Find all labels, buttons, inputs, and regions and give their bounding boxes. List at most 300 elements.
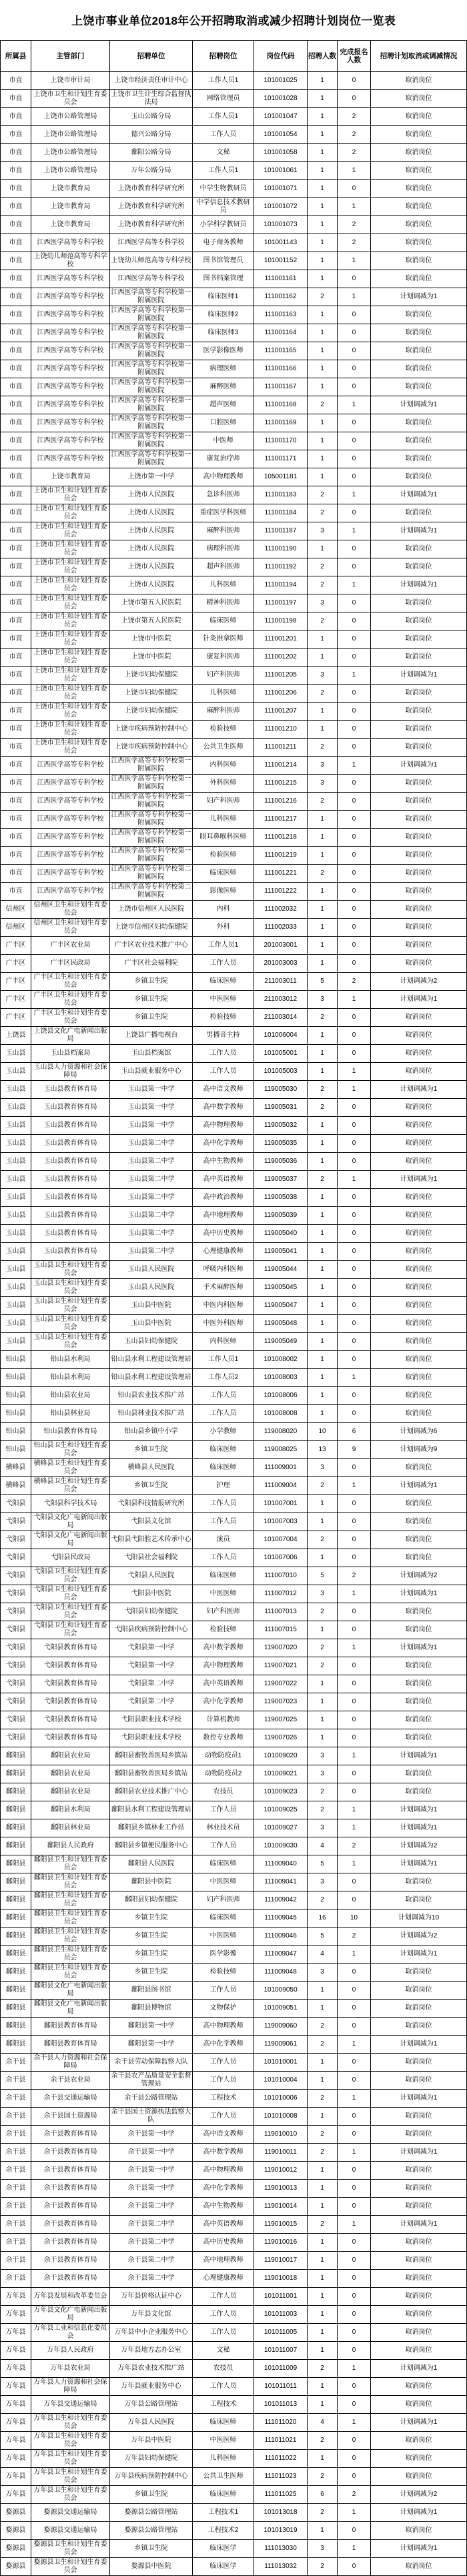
adjustment-status-cell xyxy=(371,757,467,775)
unit-cell-text: 江西医学高等专科学校第一附属医院 xyxy=(111,775,191,791)
applicant-count-cell-text: 1 xyxy=(352,2148,356,2156)
county-cell-text: 市直 xyxy=(9,131,23,138)
county-cell xyxy=(1,630,31,649)
county-cell-text: 鄱阳县 xyxy=(5,2040,26,2048)
adjustment-status-cell-text: 取消岗位 xyxy=(405,689,432,697)
table-row xyxy=(1,973,467,991)
unit-cell xyxy=(110,72,193,90)
adjustment-status-cell xyxy=(371,2522,467,2540)
table-row xyxy=(1,1837,467,1855)
planned-count-cell xyxy=(308,1747,338,1765)
position-code-cell xyxy=(254,1801,308,1819)
adjustment-status-cell xyxy=(371,486,467,504)
department-cell xyxy=(31,2198,110,2216)
adjustment-status-cell-text: 取消岗位 xyxy=(405,2022,432,2030)
unit-cell-text: 鄱阳县博物馆 xyxy=(131,2004,171,2012)
county-cell xyxy=(1,1135,31,1153)
position-code-cell-text: 101001073 xyxy=(264,221,298,228)
county-cell xyxy=(1,1279,31,1297)
county-cell-text: 万年县 xyxy=(5,2328,26,2336)
planned-count-cell-text: 5 xyxy=(320,1860,324,1867)
position-code-cell-text: 111001217 xyxy=(264,815,297,823)
applicant-count-cell-text: 0 xyxy=(352,1392,356,1399)
position-code-cell-text: 111007015 xyxy=(264,1626,297,1633)
unit-cell-text: 鄱阳县图书馆 xyxy=(131,1986,171,1994)
county-cell xyxy=(1,1891,31,1909)
planned-count-cell-text: 1 xyxy=(320,1338,324,1345)
table-row xyxy=(1,811,467,829)
planned-count-cell xyxy=(308,2558,338,2576)
unit-cell-text: 上饶市人民医院 xyxy=(127,509,175,516)
adjustment-status-cell xyxy=(371,2198,467,2216)
county-cell xyxy=(1,612,31,630)
department-cell-text: 玉山县教育体育局 xyxy=(43,1086,97,1093)
applicant-count-cell-text: 1 xyxy=(352,2365,356,2372)
county-cell-text: 玉山县 xyxy=(5,1122,26,1129)
position-cell xyxy=(193,1567,254,1585)
applicant-count-cell xyxy=(338,558,371,576)
position-code-cell xyxy=(254,2036,308,2054)
department-cell-text: 江西医学高等专科学校 xyxy=(37,887,104,895)
unit-cell xyxy=(110,649,193,667)
adjustment-status-cell-text: 取消岗位 xyxy=(405,1518,432,1525)
adjustment-status-cell xyxy=(371,1477,467,1495)
planned-count-cell-text: 1 xyxy=(320,2238,324,2246)
position-code-cell-text: 111001198 xyxy=(264,617,297,624)
department-cell xyxy=(31,2342,110,2360)
position-code-cell xyxy=(254,1513,308,1531)
adjustment-status-cell-text: 取消岗位 xyxy=(405,2401,432,2408)
position-cell xyxy=(193,2378,254,2396)
department-cell xyxy=(31,919,110,937)
position-cell xyxy=(193,540,254,558)
applicant-count-cell-text: 1 xyxy=(352,1824,356,1831)
applicant-count-cell-text: 1 xyxy=(352,1806,356,1813)
planned-count-cell-text: 3 xyxy=(320,1770,324,1777)
applicant-count-cell-text: 2 xyxy=(352,221,356,228)
position-cell xyxy=(193,1225,254,1243)
planned-count-cell-text: 10 xyxy=(318,1428,326,1435)
position-cell-text: 精神科医师 xyxy=(206,599,240,606)
department-cell-text: 玉山县教育体育局 xyxy=(43,1158,97,1165)
adjustment-status-cell xyxy=(371,1873,467,1891)
planned-count-cell xyxy=(308,1081,338,1099)
planned-count-cell xyxy=(308,847,338,865)
adjustment-status-cell xyxy=(371,2540,467,2558)
position-code-cell xyxy=(254,1603,308,1621)
position-code-cell xyxy=(254,2522,308,2540)
county-cell-text: 弋阳县 xyxy=(5,1662,26,1669)
adjustment-status-cell-text: 取消岗位 xyxy=(405,851,432,859)
department-cell-text: 铅山县林业局 xyxy=(50,1410,91,1417)
planned-count-cell xyxy=(308,1873,338,1891)
position-cell-text: 高中物理教师 xyxy=(203,473,244,480)
unit-cell-text: 婺源县中医院 xyxy=(131,2563,171,2570)
table-row xyxy=(1,667,467,685)
adjustment-status-cell-text: 取消岗位 xyxy=(405,1248,432,1255)
position-code-cell xyxy=(254,1171,308,1189)
planned-count-cell-text: 1 xyxy=(320,1158,324,1165)
position-cell xyxy=(193,342,254,360)
applicant-count-cell xyxy=(338,1891,371,1909)
county-cell xyxy=(1,847,31,865)
position-cell-text: 临床医师 xyxy=(209,1446,237,1453)
unit-cell-text: 万年县妇幼保健院 xyxy=(124,2455,178,2462)
department-cell xyxy=(31,847,110,865)
table-row xyxy=(1,757,467,775)
header-planned-count: 招聘人数 xyxy=(308,41,338,72)
unit-cell xyxy=(110,504,193,522)
planned-count-cell xyxy=(308,685,338,703)
position-cell-text: 工作人员 xyxy=(209,1392,237,1399)
position-code-cell xyxy=(254,2180,308,2198)
position-cell xyxy=(193,1279,254,1297)
county-cell-text: 弋阳县 xyxy=(5,1716,26,1723)
planned-count-cell xyxy=(308,1567,338,1585)
department-cell xyxy=(31,504,110,522)
department-cell-text: 上饶市公路管理局 xyxy=(43,149,97,156)
position-cell-text: 高中生物教师 xyxy=(203,1158,244,1165)
applicant-count-cell xyxy=(338,1531,371,1549)
planned-count-cell xyxy=(308,1297,338,1315)
position-code-cell-text: 119008025 xyxy=(264,1446,298,1453)
position-cell-text: 妇产科医师 xyxy=(206,671,240,679)
county-cell-text: 市直 xyxy=(9,437,23,444)
county-cell xyxy=(1,2342,31,2360)
applicant-count-cell xyxy=(338,1279,371,1297)
applicant-count-cell-text: 2 xyxy=(352,2491,356,2498)
county-cell xyxy=(1,811,31,829)
unit-cell xyxy=(110,1441,193,1459)
county-cell-text: 万年县 xyxy=(5,2419,26,2426)
applicant-count-cell-text: 0 xyxy=(352,2058,356,2066)
unit-cell-text: 玉山县中医院 xyxy=(131,1302,171,1309)
position-code-cell xyxy=(254,1423,308,1441)
planned-count-cell-text: 1 xyxy=(320,365,324,372)
county-cell xyxy=(1,721,31,739)
unit-cell xyxy=(110,2522,193,2540)
position-cell xyxy=(193,1891,254,1909)
adjustment-status-cell xyxy=(371,1333,467,1351)
unit-cell xyxy=(110,1873,193,1891)
table-row xyxy=(1,937,467,955)
position-code-cell-text: 111001218 xyxy=(264,833,297,841)
position-cell xyxy=(193,2432,254,2450)
county-cell-text: 玉山县 xyxy=(5,1194,26,1201)
position-cell xyxy=(193,1153,254,1171)
applicant-count-cell-text: 0 xyxy=(352,2130,356,2138)
unit-cell-text: 玉山县第一中学 xyxy=(127,1122,175,1129)
planned-count-cell-text: 3 xyxy=(320,1590,324,1597)
unit-cell xyxy=(110,847,193,865)
position-code-cell-text: 119009060 xyxy=(264,2022,298,2030)
department-cell-text: 江西医学高等专科学校 xyxy=(37,797,104,805)
applicant-count-cell-text: 0 xyxy=(352,1464,356,1471)
adjustment-status-cell-text: 取消岗位 xyxy=(405,2328,432,2336)
planned-count-cell-text: 1 xyxy=(320,311,324,318)
position-code-cell xyxy=(254,793,308,811)
table-row xyxy=(1,1477,467,1495)
department-cell-text: 上饶市卫生和计划生育委员会 xyxy=(33,523,107,538)
adjustment-status-cell xyxy=(371,2036,467,2054)
county-cell xyxy=(1,1549,31,1567)
applicant-count-cell xyxy=(338,2180,371,2198)
planned-count-cell-text: 1 xyxy=(320,2112,324,2120)
position-code-cell xyxy=(254,973,308,991)
county-cell xyxy=(1,2486,31,2504)
department-cell-text: 鄱阳县教育体育局 xyxy=(43,2040,97,2048)
county-cell-text: 弋阳县 xyxy=(5,1518,26,1525)
table-row xyxy=(1,1729,467,1747)
position-cell xyxy=(193,1297,254,1315)
position-cell-text: 工作人员 xyxy=(209,1986,237,1994)
unit-cell xyxy=(110,1405,193,1423)
department-cell-text: 江西医学高等专科学校 xyxy=(37,455,104,462)
applicant-count-cell-text: 1 xyxy=(352,1086,356,1093)
position-cell xyxy=(193,216,254,234)
county-cell-text: 市直 xyxy=(9,419,23,426)
planned-count-cell xyxy=(308,2360,338,2378)
adjustment-status-cell xyxy=(371,1747,467,1765)
applicant-count-cell-text: 0 xyxy=(352,1518,356,1525)
table-row xyxy=(1,594,467,612)
county-cell-text: 市直 xyxy=(9,725,23,733)
department-cell-text: 上饶市卫生和计划生育委员会 xyxy=(33,667,107,683)
position-cell-text: 文秘 xyxy=(216,2346,230,2354)
department-cell-text: 鄱阳县文化广电新闻出版局 xyxy=(33,1982,107,1998)
applicant-count-cell xyxy=(338,649,371,667)
position-code-cell xyxy=(254,1585,308,1603)
position-cell xyxy=(193,1639,254,1657)
position-code-cell-text: 111009040 xyxy=(264,1860,297,1867)
table-row xyxy=(1,126,467,144)
position-code-cell xyxy=(254,90,308,108)
department-cell xyxy=(31,270,110,288)
planned-count-cell-text: 1 xyxy=(320,2184,324,2192)
adjustment-status-cell-text: 取消岗位 xyxy=(405,1266,432,1273)
adjustment-status-cell-text: 取消岗位 xyxy=(405,2058,432,2066)
planned-count-cell xyxy=(308,234,338,252)
position-cell xyxy=(193,1621,254,1639)
position-code-cell xyxy=(254,2000,308,2018)
applicant-count-cell-text: 2 xyxy=(352,977,356,985)
department-cell xyxy=(31,414,110,432)
unit-cell xyxy=(110,1964,193,1982)
unit-cell-text: 玉山县第二中学 xyxy=(127,1194,175,1201)
table-row xyxy=(1,1783,467,1801)
position-cell xyxy=(193,1477,254,1495)
planned-count-cell-text: 2 xyxy=(320,1896,324,1903)
position-cell xyxy=(193,1081,254,1099)
position-code-cell-text: 101009051 xyxy=(264,2004,298,2012)
applicant-count-cell-text: 0 xyxy=(352,1698,356,1705)
adjustment-status-cell xyxy=(371,2414,467,2432)
adjustment-status-cell-text: 计划调减为1 xyxy=(400,527,438,534)
position-code-cell-text: 101001047 xyxy=(264,113,298,120)
position-cell-text: 临床医师 xyxy=(209,1572,237,1579)
department-cell-text: 玉山县卫生和计划生育委员会 xyxy=(33,1280,107,1295)
unit-cell-text: 余干县第一中学 xyxy=(127,2148,175,2156)
unit-cell-text: 乡镇卫生院 xyxy=(134,1013,168,1021)
position-code-cell xyxy=(254,991,308,1009)
planned-count-cell xyxy=(308,1477,338,1495)
position-cell-text: 工作人员 xyxy=(209,1049,237,1057)
adjustment-status-cell-text: 取消岗位 xyxy=(405,1464,432,1471)
position-cell xyxy=(193,504,254,522)
unit-cell-text: 上饶市中医院 xyxy=(131,635,171,642)
county-cell-text: 万年县 xyxy=(5,2401,26,2408)
planned-count-cell-text: 13 xyxy=(318,1446,326,1453)
county-cell-text: 万年县 xyxy=(5,2455,26,2462)
planned-count-cell xyxy=(308,1333,338,1351)
department-cell xyxy=(31,342,110,360)
adjustment-status-cell xyxy=(371,1117,467,1135)
position-cell-text: 内科 xyxy=(216,905,230,913)
planned-count-cell-text: 16 xyxy=(318,1914,326,1921)
table-row xyxy=(1,1009,467,1027)
applicant-count-cell xyxy=(338,612,371,630)
unit-cell xyxy=(110,2288,193,2306)
position-code-cell-text: 111001221 xyxy=(264,869,297,877)
table-row xyxy=(1,739,467,757)
planned-count-cell xyxy=(308,162,338,180)
table-row xyxy=(1,2072,467,2090)
county-cell xyxy=(1,1567,31,1585)
department-cell xyxy=(31,1351,110,1369)
position-cell-text: 林业技术员 xyxy=(206,1824,240,1831)
adjustment-status-cell xyxy=(371,1279,467,1297)
unit-cell xyxy=(110,1549,193,1567)
adjustment-status-cell-text: 取消岗位 xyxy=(405,1626,432,1633)
county-cell-text: 玉山县 xyxy=(5,1284,26,1291)
unit-cell xyxy=(110,811,193,829)
adjustment-status-cell xyxy=(371,2144,467,2162)
planned-count-cell-text: 1 xyxy=(320,1518,324,1525)
applicant-count-cell xyxy=(338,288,371,306)
county-cell-text: 弋阳县 xyxy=(5,1590,26,1597)
applicant-count-cell-text: 0 xyxy=(352,2076,356,2084)
county-cell xyxy=(1,757,31,775)
unit-cell xyxy=(110,721,193,739)
county-cell xyxy=(1,1621,31,1639)
position-cell-text: 临床医师 xyxy=(209,977,237,985)
position-cell xyxy=(193,1675,254,1693)
planned-count-cell-text: 1 xyxy=(320,275,324,282)
county-cell-text: 鄱阳县 xyxy=(5,2004,26,2012)
position-code-cell-text: 101005003 xyxy=(264,1067,298,1075)
planned-count-cell xyxy=(308,1801,338,1819)
department-cell xyxy=(31,2054,110,2072)
adjustment-status-cell-text: 取消岗位 xyxy=(405,797,432,805)
planned-count-cell-text: 1 xyxy=(320,221,324,228)
planned-count-cell-text: 2 xyxy=(320,2094,324,2102)
county-cell-text: 万年县 xyxy=(5,2473,26,2480)
planned-count-cell xyxy=(308,865,338,883)
unit-cell xyxy=(110,234,193,252)
position-cell xyxy=(193,667,254,685)
adjustment-status-cell-text: 取消岗位 xyxy=(405,167,432,174)
planned-count-cell xyxy=(308,216,338,234)
unit-cell-text: 上饶市教育科学研究所 xyxy=(117,185,185,192)
unit-cell-text: 万年县农业技术推广站 xyxy=(117,2365,185,2372)
county-cell-text: 市直 xyxy=(9,599,23,606)
applicant-count-cell xyxy=(338,414,371,432)
applicant-count-cell-text: 0 xyxy=(352,1320,356,1327)
applicant-count-cell xyxy=(338,919,371,937)
department-cell xyxy=(31,1261,110,1279)
table-row xyxy=(1,2162,467,2180)
applicant-count-cell xyxy=(338,2252,371,2270)
county-cell-text: 余干县 xyxy=(5,2148,26,2156)
planned-count-cell xyxy=(308,2198,338,2216)
county-cell-text: 玉山县 xyxy=(5,1086,26,1093)
department-cell xyxy=(31,72,110,90)
county-cell xyxy=(1,1351,31,1369)
department-cell-text: 弋阳县教育体育局 xyxy=(43,1644,97,1651)
adjustment-status-cell-text: 计划调减为1 xyxy=(400,401,438,408)
county-cell xyxy=(1,1873,31,1891)
planned-count-cell-text: 1 xyxy=(320,1680,324,1687)
applicant-count-cell xyxy=(338,2486,371,2504)
position-code-cell-text: 111007012 xyxy=(264,1590,297,1597)
position-cell-text: 临床医师3 xyxy=(207,329,239,336)
planned-count-cell xyxy=(308,883,338,901)
position-cell-text: 高中物理教师 xyxy=(203,1122,244,1129)
position-code-cell xyxy=(254,1315,308,1333)
position-code-cell-text: 111001205 xyxy=(264,671,297,679)
position-cell-text: 工程技术 xyxy=(209,2401,237,2408)
position-code-cell-text: 119007020 xyxy=(264,1644,298,1651)
unit-cell xyxy=(110,2558,193,2576)
department-cell xyxy=(31,865,110,883)
unit-cell xyxy=(110,1261,193,1279)
position-code-cell-text: 111007010 xyxy=(264,1572,297,1579)
county-cell-text: 余干县 xyxy=(5,2058,26,2066)
unit-cell xyxy=(110,108,193,126)
position-code-cell-text: 111001211 xyxy=(264,743,297,751)
applicant-count-cell xyxy=(338,1837,371,1855)
position-cell-text: 检验技师 xyxy=(209,1013,237,1021)
planned-count-cell-text: 3 xyxy=(320,995,324,1003)
county-cell-text: 市直 xyxy=(9,671,23,679)
position-code-cell-text: 119005040 xyxy=(264,1230,298,1237)
adjustment-status-cell xyxy=(371,2504,467,2522)
adjustment-status-cell-text: 取消岗位 xyxy=(405,2292,432,2300)
position-code-cell xyxy=(254,1117,308,1135)
position-code-cell xyxy=(254,2486,308,2504)
position-code-cell-text: 201003001 xyxy=(264,941,298,949)
department-cell xyxy=(31,1225,110,1243)
planned-count-cell xyxy=(308,270,338,288)
table-row xyxy=(1,1747,467,1765)
applicant-count-cell xyxy=(338,486,371,504)
planned-count-cell-text: 2 xyxy=(320,293,324,300)
unit-cell xyxy=(110,2252,193,2270)
adjustment-status-cell xyxy=(371,414,467,432)
unit-cell xyxy=(110,2108,193,2126)
position-cell xyxy=(193,1423,254,1441)
position-code-cell xyxy=(254,2288,308,2306)
position-cell xyxy=(193,486,254,504)
position-cell xyxy=(193,1747,254,1765)
applicant-count-cell xyxy=(338,2378,371,2396)
planned-count-cell-text: 3 xyxy=(320,671,324,679)
county-cell xyxy=(1,1711,31,1729)
county-cell-text: 弋阳县 xyxy=(5,1554,26,1561)
position-cell-text: 高中物理教师 xyxy=(203,2022,244,2030)
planned-count-cell xyxy=(308,342,338,360)
planned-count-cell xyxy=(308,108,338,126)
